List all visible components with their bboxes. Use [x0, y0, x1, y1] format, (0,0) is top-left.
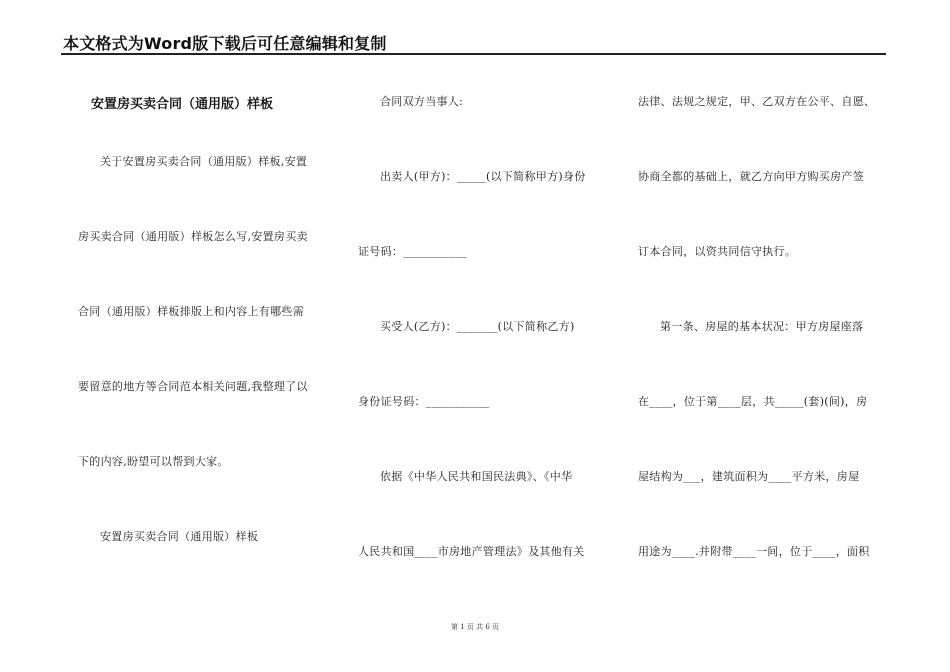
text-line: 房买卖合同（通用版）样板怎么写,安置房买卖 — [78, 230, 308, 243]
text-line: 出卖人(甲方)：_____(以下简称甲方)身份 — [380, 170, 586, 183]
text-line: 在____，位于第____层，共_____(套)(间)，房 — [638, 395, 868, 408]
document-title: 安置房买卖合同（通用版）样板 — [91, 97, 274, 112]
text-line: 关于安置房买卖合同（通用版）样板,安置 — [100, 155, 308, 168]
text-line: 合同（通用版）样板排版上和内容上有哪些需 — [78, 305, 304, 318]
text-line: 买受人(乙方)：_______(以下简称乙方) — [380, 320, 575, 333]
text-line: 安置房买卖合同（通用版）样板 — [100, 530, 259, 543]
text-line: 屋结构为___，建筑面积为____平方米，房屋 — [638, 470, 860, 483]
header-divider — [61, 53, 886, 55]
text-line: 用途为____.并附带____一间，位于____，面积 — [638, 545, 870, 558]
document-banner: 本文格式为Word版下载后可任意编辑和复制 — [63, 34, 387, 53]
text-line: 证号码：___________ — [358, 245, 467, 258]
text-line: 合同双方当事人: — [380, 95, 464, 108]
text-line: 要留意的地方等合同范本相关问题,我整理了以 — [78, 380, 308, 393]
text-line: 协商全都的基础上，就乙方向甲方购买房产签 — [638, 170, 864, 183]
text-line: 人民共和国____市房地产管理法》及其他有关 — [358, 545, 585, 558]
text-line: 订本合同，以资共同信守执行。 — [638, 245, 797, 258]
page-number: 第 1 页 共 6 页 — [450, 623, 500, 631]
text-line: 下的内容,盼望可以帮到大家。 — [78, 455, 229, 468]
text-line: 依据《中华人民共和国民法典》、《中华 — [380, 470, 573, 483]
text-line: 法律、法规之规定，甲、乙双方在公平、自愿、 — [638, 95, 876, 108]
text-line: 身份证号码：___________ — [358, 395, 490, 408]
text-line: 第一条、房屋的基本状况：甲方房屋座落 — [660, 320, 864, 333]
